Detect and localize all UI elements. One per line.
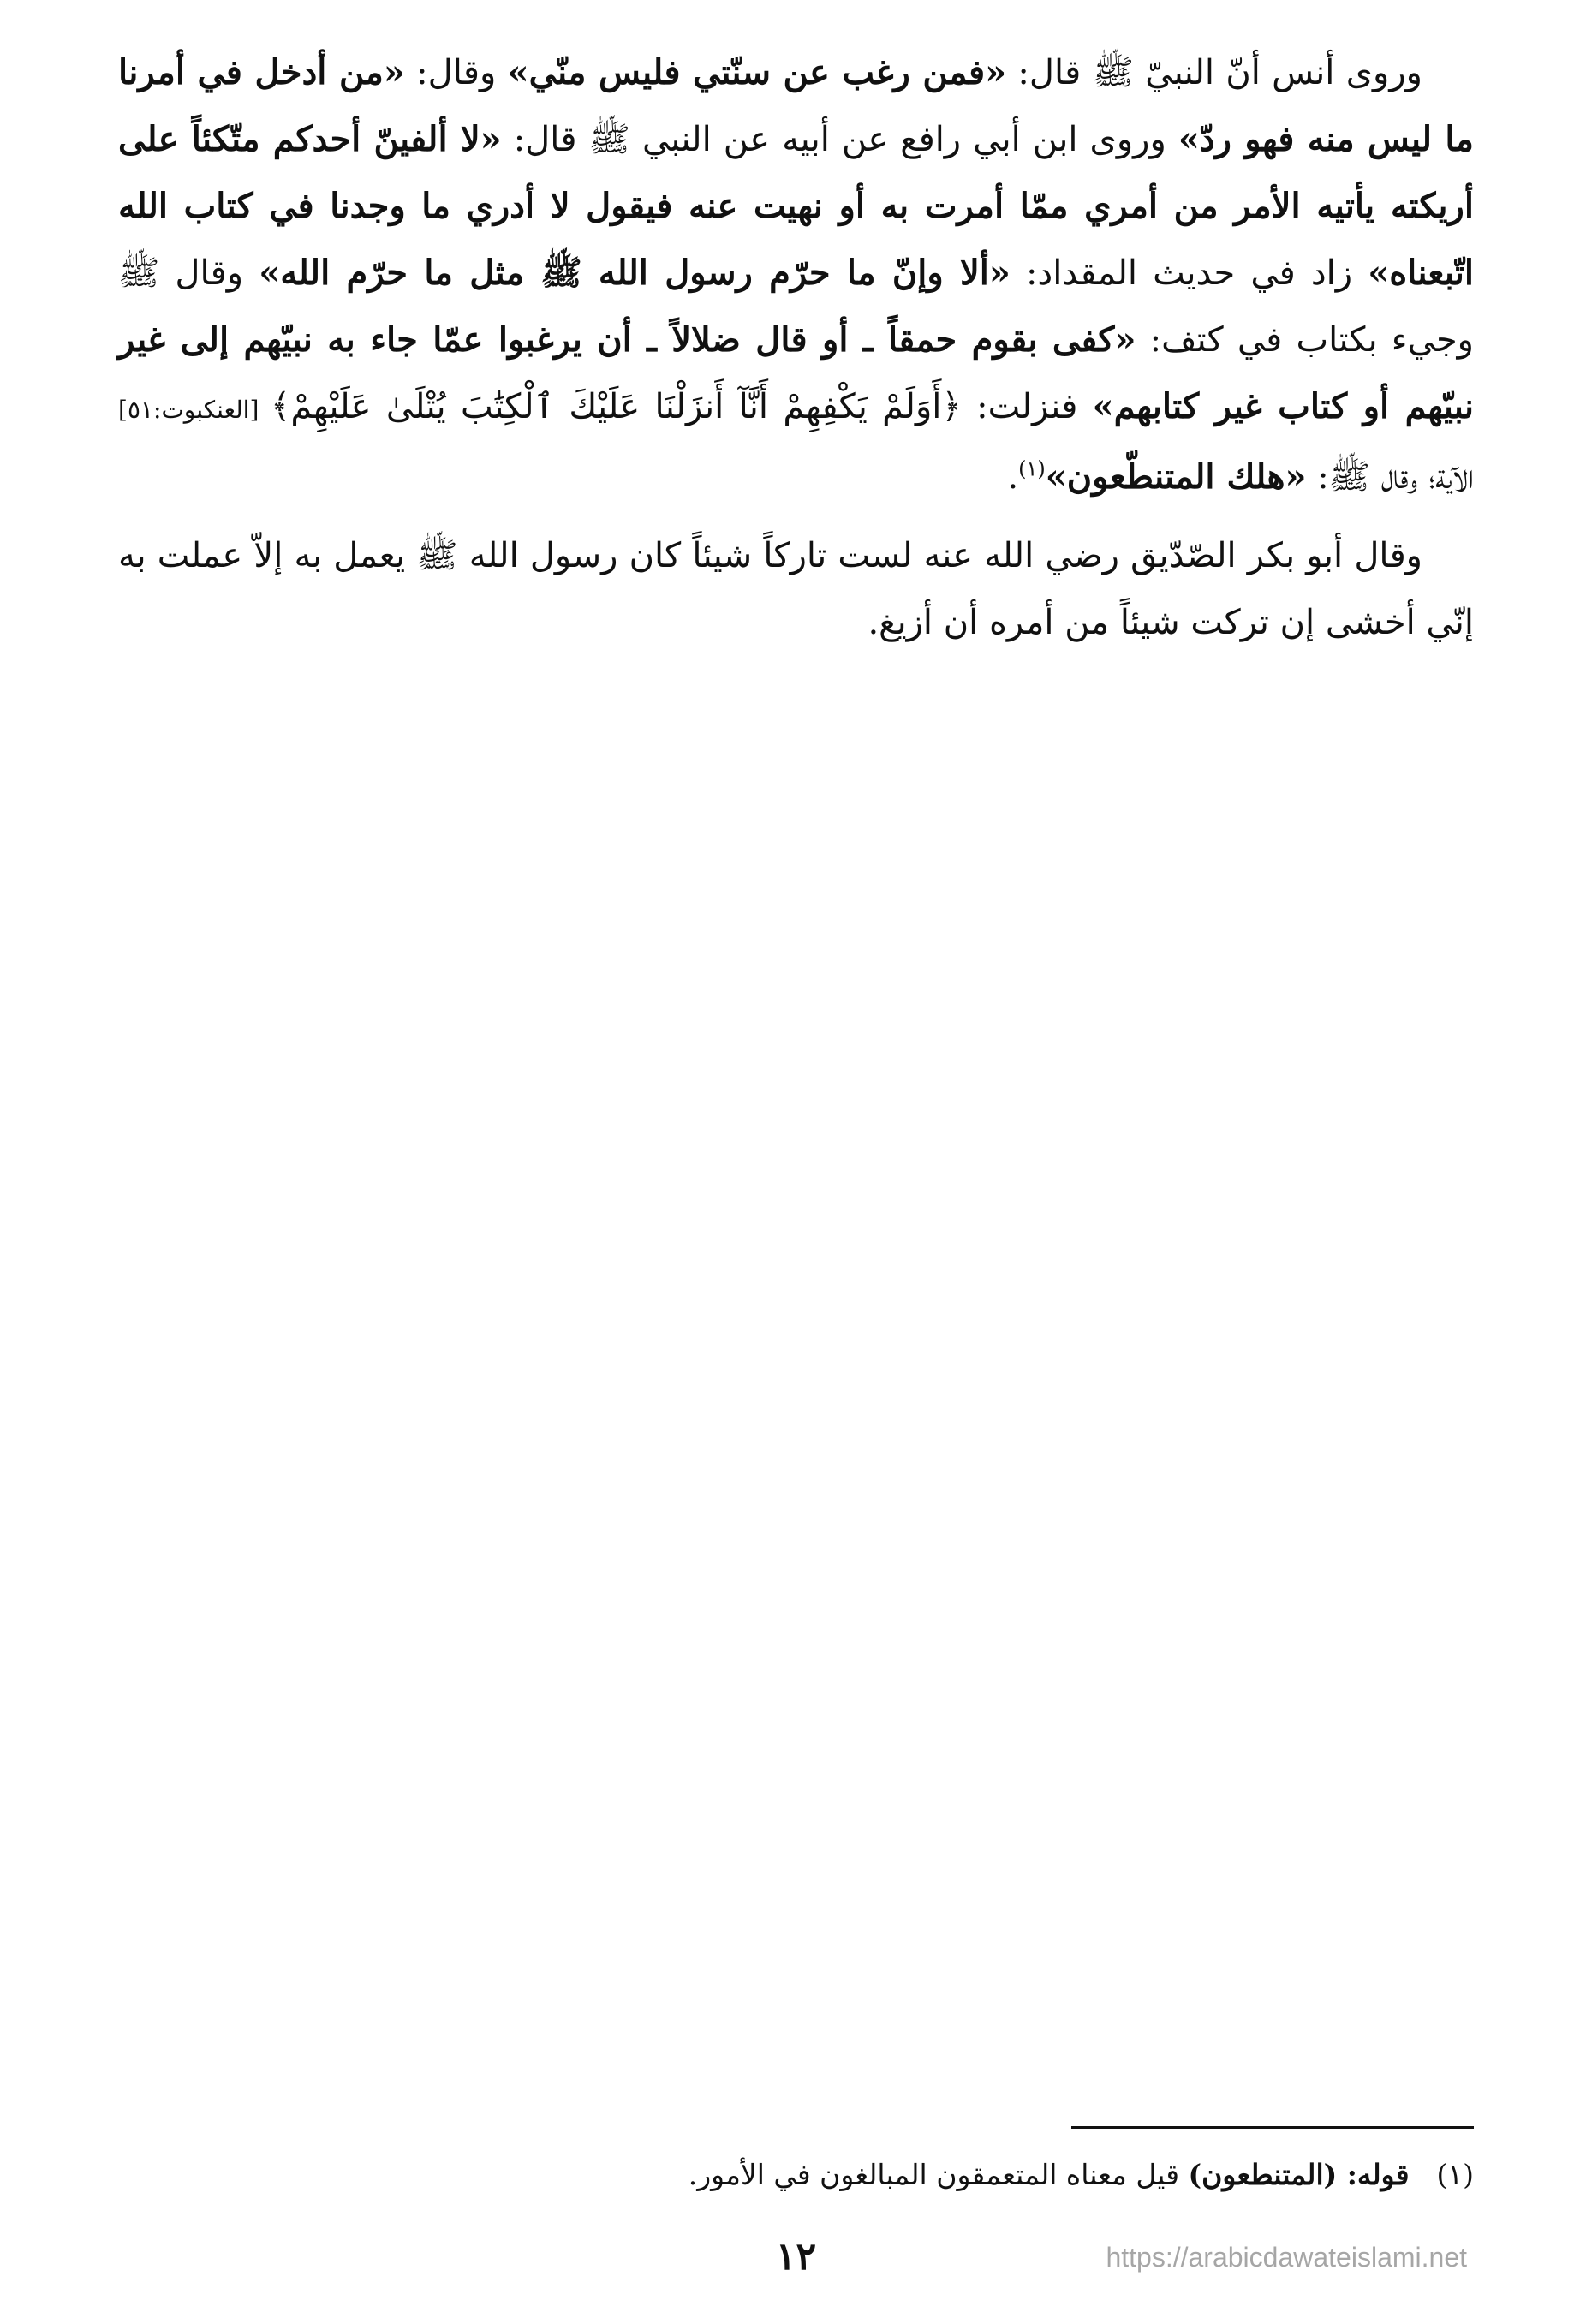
hadith-quote: «هلك المتنطّعون» — [1045, 456, 1307, 497]
watermark-url: https://arabicdawateislami.net — [1106, 2242, 1467, 2273]
footnote-number: (١) — [1436, 2158, 1474, 2191]
quran-verse: ﴿أَوَلَمْ يَكْفِهِمْ أَنَّآ أَنزَلْنَا عَلَيْكَ ٱلْكِتَٰبَ يُتْلَىٰ عَلَيْهِمْ﴾ — [270, 387, 962, 426]
verse-reference: [العنكبوت:٥١] — [118, 396, 271, 424]
hadith-quote: «لا ألفينّ أحدكم متّكئاً على أريكته يأتيه الأمر من أمري ممّا أمرت به أو نهيت عنه فيقول لا أدري ما وجدنا في كتاب الله اتّبعناه» — [118, 119, 1475, 293]
text-segment: الآية؛ وقال ﷺ: — [1306, 457, 1474, 497]
text-segment: وروى أنس أنّ النبيّ ﷺ قال: — [1006, 53, 1422, 92]
text-segment: وقال أبو بكر الصّدّيق رضي الله عنه لست تاركاً شيئاً كان رسول الله ﷺ يعمل به إلاّ عملت به إنّي أخشى إن تركت شيئاً من أمره أن أزيغ. — [118, 536, 1474, 642]
page-number: ١٢ — [775, 2235, 817, 2279]
footnote-separator — [1071, 2126, 1474, 2129]
text-segment: زاد في حديث المقداد: — [1010, 253, 1368, 293]
footnote-marker[interactable]: (١) — [1018, 456, 1046, 481]
hadith-quote: «فمن رغب عن سنّتي فليس منّي» — [507, 52, 1007, 92]
text-segment: وقال ﷺ وجيء بكتاب في كتف: — [118, 253, 1474, 360]
footnote-text: قيل معناه المتعمقون المبالغون في الأمور. — [688, 2158, 1189, 2191]
hadith-quote: «من أدخل في أمرنا ما ليس منه فهو ردّ» — [118, 52, 1474, 159]
footnote-label: قوله: (المتنطعون) — [1188, 2158, 1410, 2191]
text-segment: وروى ابن أبي رافع عن أبيه عن النبي ﷺ قال: — [501, 120, 1178, 159]
paragraph-1 — [118, 39, 1474, 510]
main-text — [118, 39, 1474, 668]
text-segment: . — [1007, 457, 1019, 497]
text-segment: فنزلت: — [961, 387, 1093, 426]
hadith-quote: «ألا وإنّ ما حرّم رسول الله ﷺ مثل ما حرّم الله» — [259, 253, 1011, 293]
text-segment: وقال: — [404, 53, 508, 92]
hadith-quote: «كفى بقوم حمقاً ـ أو قال ضلالاً ـ أن يرغبوا عمّا جاء به نبيّهم إلى غير نبيّهم أو كتاب غير كتابهم» — [118, 319, 1474, 426]
footnote — [118, 2154, 1474, 2196]
paragraph-2 — [118, 522, 1474, 656]
